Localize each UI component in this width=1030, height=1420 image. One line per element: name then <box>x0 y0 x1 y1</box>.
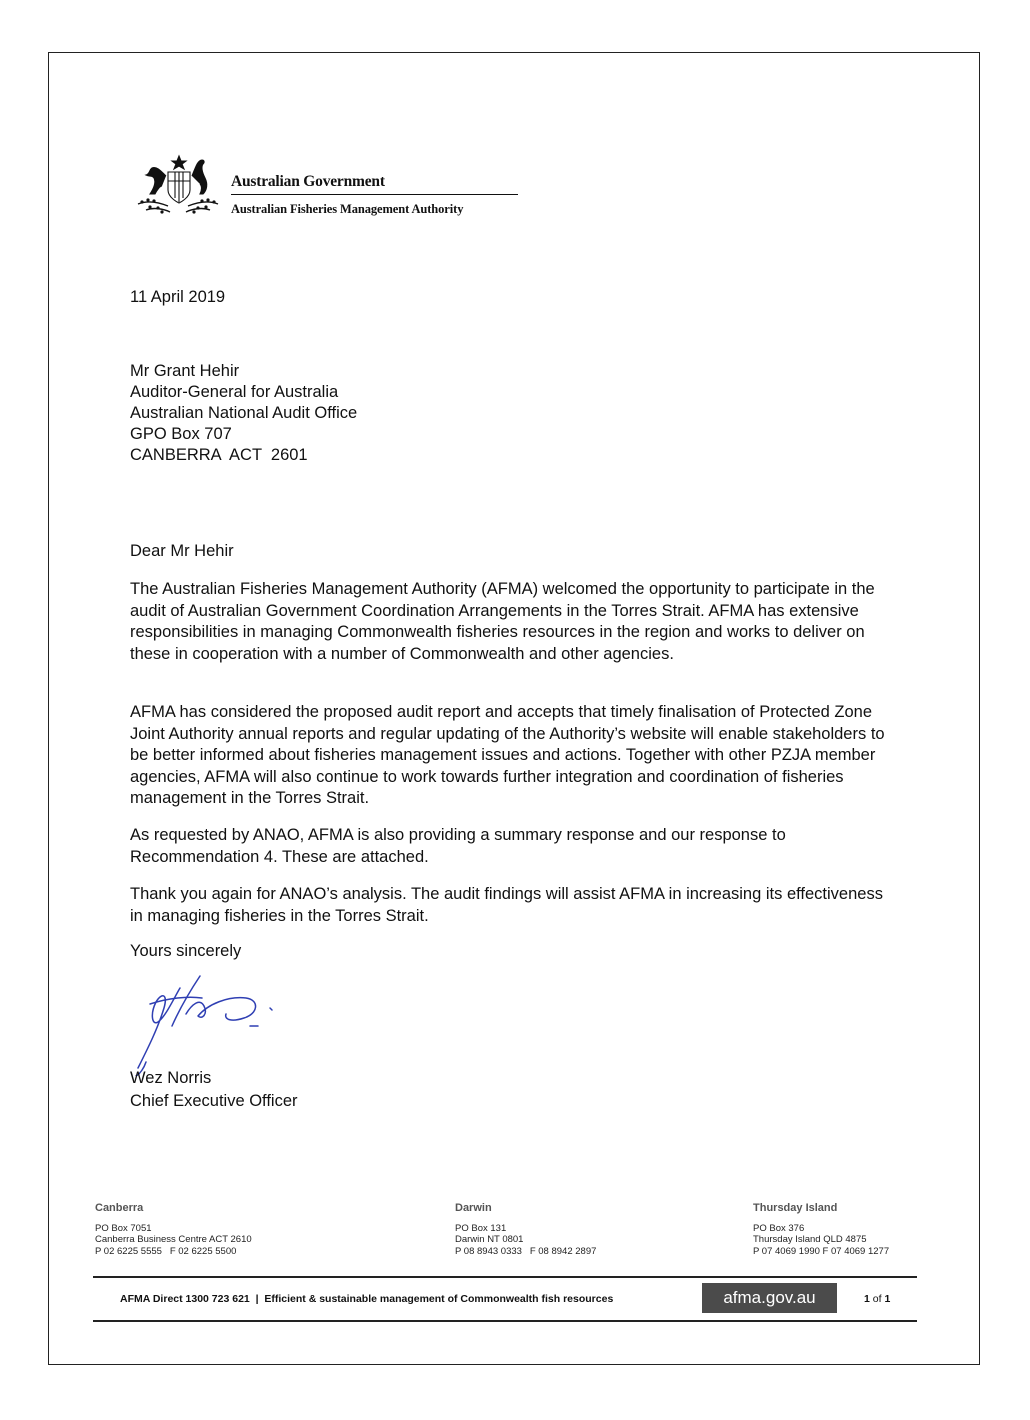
footer-rule-bottom <box>93 1320 917 1322</box>
page-total: 1 <box>884 1293 891 1305</box>
recipient-line: GPO Box 707 <box>130 425 232 443</box>
letterhead-government: Australian Government <box>231 173 385 190</box>
signatory-name: Wez Norris <box>130 1069 212 1087</box>
office-line: P 07 4069 1990 F 07 4069 1277 <box>753 1245 890 1257</box>
recipient-line: CANBERRA ACT 2601 <box>130 446 308 464</box>
office-name: Thursday Island <box>753 1202 838 1214</box>
office-thursday-island <box>753 1203 889 1257</box>
body-paragraph: AFMA has considered the proposed audit report and accepts that timely finalisation of Protected Zone Joint Authority annual reports and regular updating of the Authority’s website will enable stakeholders to be better informed about fisheries management issues and actions. Together with other PZJA member agencies, AFMA will also continue to work towards further integration and coordination of fisheries management in the Torres Strait. <box>130 703 885 808</box>
footer-rule-top <box>93 1276 917 1278</box>
recipient-line: Mr Grant Hehir <box>130 362 240 380</box>
letterhead-divider <box>231 194 518 195</box>
salutation: Dear Mr Hehir <box>130 542 234 560</box>
office-darwin <box>455 1203 596 1257</box>
recipient-line: Australian National Audit Office <box>130 404 358 422</box>
closing: Yours sincerely <box>130 942 242 960</box>
office-canberra <box>95 1203 252 1257</box>
office-name: Darwin <box>455 1202 492 1214</box>
website-link[interactable]: afma.gov.au <box>702 1283 837 1313</box>
body-paragraph: Thank you again for ANAO’s analysis. The audit findings will assist AFMA in increasing its effectiveness in managing fisheries in the Torres Strait. <box>130 885 883 925</box>
body-paragraph: The Australian Fisheries Management Authority (AFMA) welcomed the opportunity to participate in the audit of Australian Government Coordination Arrangements in the Torres Strait. AFMA has extensive responsibilities in managing Commonwealth fisheries resources in the region and works to deliver on these in cooperation with a number of Commonwealth and other agencies. <box>130 580 875 663</box>
coat-of-arms-icon <box>132 152 224 220</box>
recipient-address <box>130 361 357 466</box>
footer-tagline: AFMA Direct 1300 723 621 | Efficient & sustainable management of Commonwealth fish resources <box>120 1293 614 1305</box>
letterhead-authority: Australian Fisheries Management Authority <box>231 202 464 216</box>
office-line: Darwin NT 0801 <box>455 1234 524 1245</box>
office-line: PO Box 7051 <box>95 1222 152 1234</box>
signatory-title: Chief Executive Officer <box>130 1092 298 1110</box>
handwritten-signature <box>128 968 288 1076</box>
office-name: Canberra <box>95 1202 144 1214</box>
office-line: Thursday Island QLD 4875 <box>753 1234 867 1245</box>
body-paragraph: As requested by ANAO, AFMA is also providing a summary response and our response to Recommendation 4. These are attached. <box>130 826 786 866</box>
page-of-label: of <box>872 1293 882 1305</box>
office-line: PO Box 131 <box>455 1222 507 1234</box>
office-line: P 02 6225 5555 F 02 6225 5500 <box>95 1245 237 1257</box>
recipient-line: Auditor-General for Australia <box>130 383 339 401</box>
office-line: Canberra Business Centre ACT 2610 <box>95 1234 252 1245</box>
office-line: PO Box 376 <box>753 1222 805 1234</box>
page-current: 1 <box>864 1293 870 1305</box>
page-number <box>864 1293 890 1305</box>
office-line: P 08 8943 0333 F 08 8942 2897 <box>455 1245 597 1257</box>
letter-date: 11 April 2019 <box>130 288 226 306</box>
